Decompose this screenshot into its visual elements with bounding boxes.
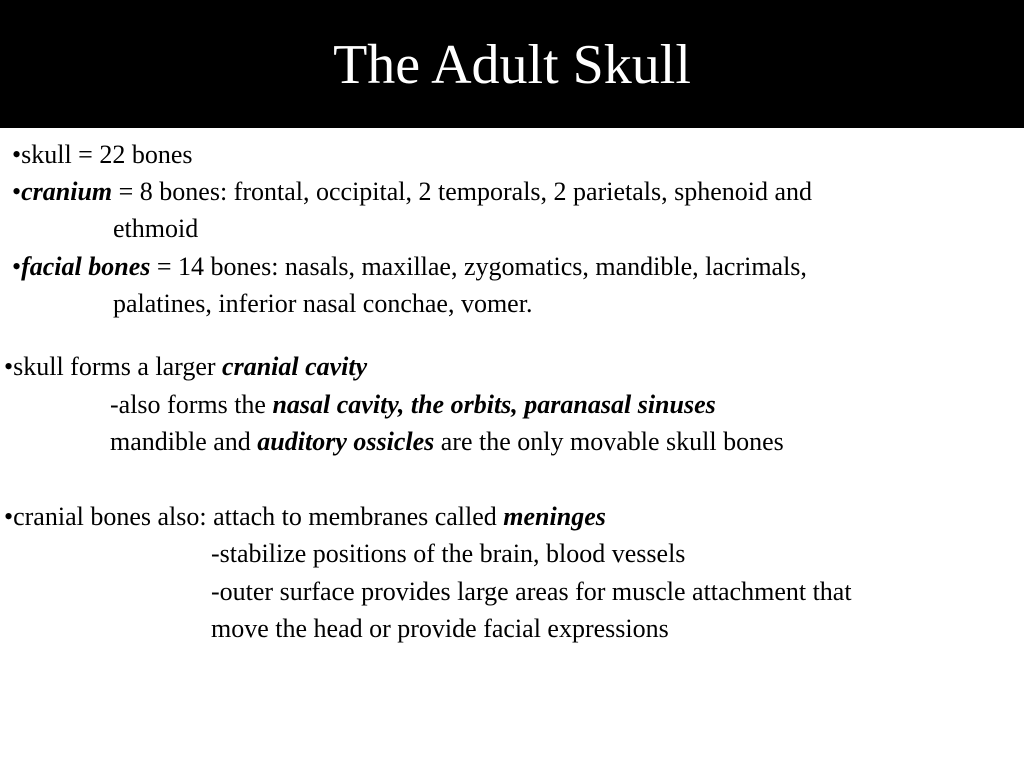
slide-title: The Adult Skull <box>333 34 691 96</box>
bullet-text: •cranial bones also: attach to membranes called <box>4 502 504 531</box>
sub-outer-surface <box>211 577 852 607</box>
sub-nasal-cavity <box>110 390 716 420</box>
sub-movable-bones <box>110 427 784 457</box>
title-bar <box>0 0 1024 128</box>
term-auditory-ossicles: auditory ossicles <box>257 427 435 456</box>
bullet-cranium <box>12 177 812 207</box>
term-meninges: meninges <box>503 502 606 531</box>
term-nasal-cavity: nasal cavity, the orbits, paranasal sinuses <box>272 390 716 419</box>
bullet-cranium-continuation <box>113 214 198 244</box>
bullet-skull-bones <box>12 140 193 170</box>
bullet-text: palatines, inferior nasal conchae, vomer. <box>113 289 533 318</box>
bullet-text: •skull = 22 bones <box>12 140 193 169</box>
term-facial-bones: facial bones <box>21 252 151 281</box>
bullet-facial-bones <box>12 252 807 282</box>
bullet-mark: • <box>12 177 22 206</box>
bullet-text: are the only movable skull bones <box>434 427 784 456</box>
bullet-text: ethmoid <box>113 214 199 243</box>
bullet-text: -outer surface provides large areas for muscle attachment that <box>211 577 852 606</box>
sub-outer-surface-continuation <box>211 614 669 644</box>
bullet-cranial-cavity <box>4 352 367 382</box>
bullet-text: •skull forms a larger <box>4 352 223 381</box>
bullet-text: -also forms the <box>110 390 273 419</box>
bullet-text: = 14 bones: nasals, maxillae, zygomatics, mandible, lacrimals, <box>150 252 807 281</box>
sub-stabilize <box>211 539 685 569</box>
bullet-text: mandible and <box>110 427 258 456</box>
bullet-text: move the head or provide facial expressions <box>211 614 669 643</box>
bullet-text: = 8 bones: frontal, occipital, 2 temporals, 2 parietals, sphenoid and <box>112 177 813 206</box>
term-cranial-cavity: cranial cavity <box>222 352 368 381</box>
term-cranium: cranium <box>21 177 113 206</box>
bullet-text: -stabilize positions of the brain, blood vessels <box>211 539 686 568</box>
bullet-meninges <box>4 502 606 532</box>
bullet-facial-bones-continuation <box>113 289 532 319</box>
bullet-mark: • <box>12 252 22 281</box>
